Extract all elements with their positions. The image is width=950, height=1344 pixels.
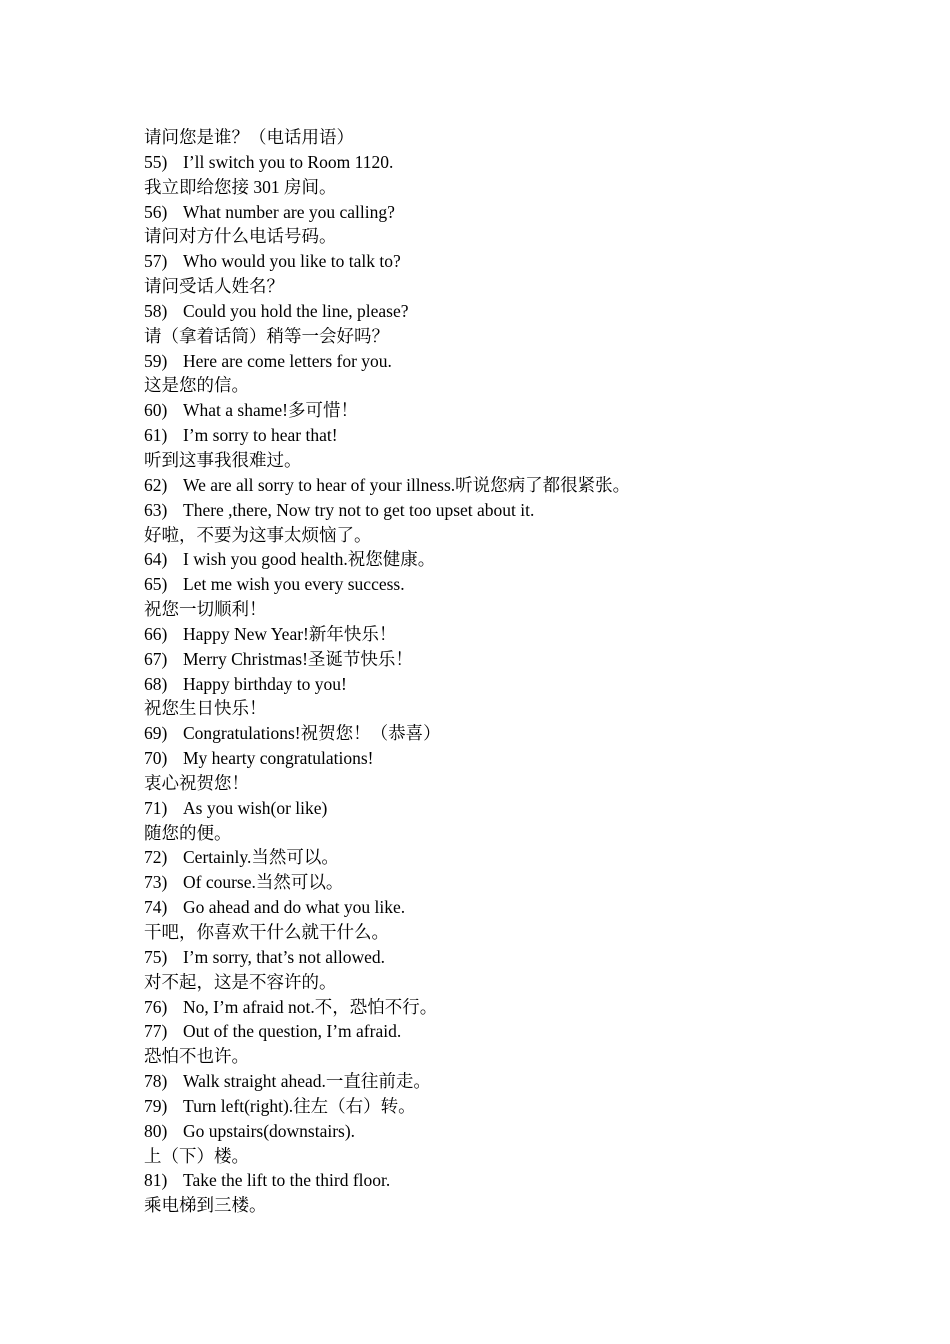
- phrase-line-english: [144, 249, 924, 274]
- phrase-text: 我立即给您接 301 房间。: [144, 176, 337, 197]
- phrase-line-translation: [144, 175, 924, 200]
- phrase-number: 65): [144, 574, 168, 595]
- phrase-list: [144, 125, 924, 1218]
- phrase-text: Turn left(right).往左（右）转。: [183, 1095, 416, 1116]
- phrase-text: Who would you like to talk to?: [183, 251, 401, 272]
- phrase-text: I wish you good health.祝您健康。: [183, 549, 436, 570]
- phrase-line-english: [144, 995, 924, 1020]
- phrase-line-english: [144, 672, 924, 697]
- phrase-number: 55): [144, 151, 168, 172]
- phrase-text: Happy birthday to you!: [183, 673, 347, 694]
- phrase-line-english: [144, 895, 924, 920]
- phrase-text: Out of the question, I’m afraid.: [183, 1021, 402, 1042]
- phrase-text: No, I’m afraid not.不，恐怕不行。: [183, 996, 438, 1017]
- phrase-line-translation: [144, 1044, 924, 1069]
- phrase-line-english: [144, 721, 924, 746]
- phrase-text: 请问您是谁？（电话用语）: [144, 127, 354, 147]
- phrase-line-english: [144, 299, 924, 324]
- phrase-line-english: [144, 647, 924, 672]
- phrase-text: Could you hold the line, please?: [183, 300, 409, 321]
- phrase-number: 74): [144, 897, 168, 918]
- phrase-number: 71): [144, 797, 168, 818]
- phrase-line-translation: [144, 597, 924, 622]
- phrase-number: 56): [144, 201, 168, 222]
- phrase-text: What number are you calling?: [183, 201, 395, 222]
- phrase-text: 衷心祝贺您！: [144, 772, 249, 793]
- phrase-text: Congratulations!祝贺您！（恭喜）: [183, 723, 441, 744]
- phrase-number: 73): [144, 872, 168, 893]
- phrase-line-english: [144, 150, 924, 175]
- phrase-number: 61): [144, 425, 168, 446]
- phrase-line-translation: [144, 448, 924, 473]
- phrase-number: 78): [144, 1071, 168, 1092]
- phrase-line-english: [144, 1119, 924, 1144]
- phrase-text: My hearty congratulations!: [183, 748, 374, 769]
- phrase-line-english: [144, 870, 924, 895]
- phrase-text: I’m sorry, that’s not allowed.: [183, 946, 386, 967]
- phrase-text: Merry Christmas!圣诞节快乐！: [183, 648, 413, 669]
- phrase-line-translation: [144, 771, 924, 796]
- phrase-line-english: [144, 398, 924, 423]
- phrase-text: 恐怕不也许。: [144, 1046, 249, 1067]
- phrase-line-translation: [144, 373, 924, 398]
- phrase-text: There ,there, Now try not to get too upset about it.: [183, 499, 535, 520]
- phrase-text: 乘电梯到三楼。: [144, 1195, 267, 1216]
- phrase-text: Go ahead and do what you like.: [183, 897, 406, 918]
- phrase-number: 60): [144, 400, 168, 421]
- phrase-number: 57): [144, 251, 168, 272]
- phrase-line-english: [144, 622, 924, 647]
- phrase-line-english: [144, 1168, 924, 1193]
- phrase-text: As you wish(or like): [183, 797, 328, 818]
- phrase-text: What a shame!多可惜！: [183, 400, 358, 421]
- phrase-text: 这是您的信。: [144, 375, 249, 396]
- phrase-text: Walk straight ahead.一直往前走。: [183, 1071, 431, 1092]
- phrase-text: 听到这事我很难过。: [144, 449, 302, 470]
- phrase-number: 77): [144, 1021, 168, 1042]
- phrase-line-english: [144, 572, 924, 597]
- phrase-line-translation: [144, 821, 924, 846]
- phrase-number: 69): [144, 723, 168, 744]
- phrase-line-english: [144, 945, 924, 970]
- phrase-line-english: [144, 746, 924, 771]
- phrase-text: 好啦，不要为这事太烦恼了。: [144, 524, 372, 545]
- phrase-line-english: [144, 547, 924, 572]
- phrase-text: 干吧，你喜欢干什么就干什么。: [144, 922, 389, 942]
- phrase-text: Happy New Year!新年快乐！: [183, 623, 397, 644]
- phrase-number: 81): [144, 1170, 168, 1191]
- phrase-number: 62): [144, 474, 168, 495]
- phrase-line-translation: [144, 970, 924, 995]
- phrase-line-translation: [144, 696, 924, 721]
- phrase-line-translation: [144, 1193, 924, 1218]
- phrase-number: 75): [144, 946, 168, 967]
- phrase-text: 祝您一切顺利！: [144, 599, 267, 620]
- phrase-number: 68): [144, 673, 168, 694]
- phrase-text: 请问受话人姓名？: [144, 276, 284, 297]
- phrase-number: 76): [144, 996, 168, 1017]
- phrase-text: Let me wish you every success.: [183, 574, 405, 595]
- phrase-text: 请问对方什么电话号码。: [144, 226, 337, 247]
- phrase-line-english: [144, 1094, 924, 1119]
- phrase-line-translation: [144, 274, 924, 299]
- phrase-text: 祝您生日快乐！: [144, 698, 267, 719]
- phrase-line-translation: [144, 224, 924, 249]
- phrase-text: 上（下）楼。: [144, 1145, 249, 1166]
- phrase-line-english: [144, 200, 924, 225]
- phrase-line-translation: [144, 125, 924, 150]
- phrase-line-english: [144, 349, 924, 374]
- phrase-line-english: [144, 1069, 924, 1094]
- phrase-text: Take the lift to the third floor.: [183, 1170, 391, 1191]
- phrase-line-english: [144, 473, 924, 498]
- phrase-text: Here are come letters for you.: [183, 350, 392, 371]
- phrase-number: 58): [144, 300, 168, 321]
- phrase-text: Go upstairs(downstairs).: [183, 1120, 356, 1141]
- phrase-number: 67): [144, 648, 168, 669]
- phrase-number: 66): [144, 623, 168, 644]
- phrase-number: 72): [144, 847, 168, 868]
- phrase-text: I’ll switch you to Room 1120.: [183, 151, 394, 172]
- phrase-line-english: [144, 1019, 924, 1044]
- phrase-line-english: [144, 845, 924, 870]
- phrase-line-translation: [144, 920, 924, 945]
- phrase-text: 对不起，这是不容许的。: [144, 971, 337, 992]
- phrase-text: 随您的便。: [144, 822, 232, 843]
- phrase-text: Certainly.当然可以。: [183, 847, 339, 868]
- phrase-text: I’m sorry to hear that!: [183, 425, 338, 446]
- phrase-line-translation: [144, 523, 924, 548]
- phrase-text: 请（拿着话筒）稍等一会好吗？: [144, 325, 389, 346]
- phrase-number: 64): [144, 549, 168, 570]
- phrase-number: 80): [144, 1120, 168, 1141]
- phrase-text: We are all sorry to hear of your illness.听说您病了都很紧张。: [183, 474, 631, 495]
- phrase-line-english: [144, 498, 924, 523]
- phrase-number: 79): [144, 1095, 168, 1116]
- phrase-line-translation: [144, 1144, 924, 1169]
- phrase-text: Of course.当然可以。: [183, 872, 344, 893]
- phrase-number: 63): [144, 499, 168, 520]
- phrase-number: 59): [144, 350, 168, 371]
- phrase-line-english: [144, 796, 924, 821]
- phrase-number: 70): [144, 748, 168, 769]
- phrase-line-translation: [144, 324, 924, 349]
- phrase-line-english: [144, 423, 924, 448]
